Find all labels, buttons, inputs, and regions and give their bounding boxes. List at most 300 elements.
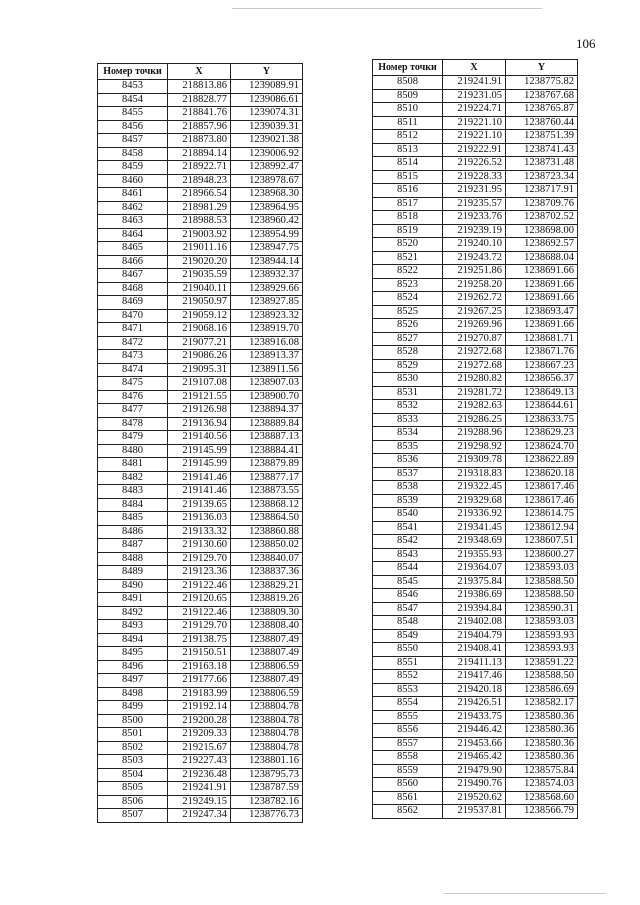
point-number-cell: 8511 (373, 116, 443, 130)
y-coordinate-cell: 1238916.08 (231, 336, 303, 350)
y-coordinate-cell: 1238688.04 (506, 251, 578, 265)
point-number-cell: 8462 (98, 201, 168, 215)
point-number-cell: 8554 (373, 697, 443, 711)
y-coordinate-cell: 1238850.02 (231, 539, 303, 553)
table-row (373, 184, 578, 198)
point-number-cell: 8483 (98, 485, 168, 499)
y-coordinate-cell: 1238593.03 (506, 562, 578, 576)
x-coordinate-cell: 219095.31 (168, 363, 231, 377)
y-coordinate-cell: 1238698.00 (506, 224, 578, 238)
x-coordinate-cell: 219145.99 (168, 458, 231, 472)
point-number-cell: 8516 (373, 184, 443, 198)
table-row (98, 336, 303, 350)
y-coordinate-cell: 1238776.73 (231, 809, 303, 823)
y-coordinate-cell: 1238580.36 (506, 751, 578, 765)
point-number-cell: 8541 (373, 521, 443, 535)
table-row (373, 224, 578, 238)
header-x: X (168, 64, 231, 80)
y-coordinate-cell: 1238868.12 (231, 498, 303, 512)
header-point-number: Номер точки (98, 64, 168, 80)
point-number-cell: 8461 (98, 188, 168, 202)
x-coordinate-cell: 219221.10 (443, 130, 506, 144)
x-coordinate-cell: 219280.82 (443, 373, 506, 387)
table-row (98, 417, 303, 431)
table-row (98, 431, 303, 445)
y-coordinate-cell: 1238879.89 (231, 458, 303, 472)
y-coordinate-cell: 1238717.91 (506, 184, 578, 198)
table-row (373, 143, 578, 157)
y-coordinate-cell: 1238566.79 (506, 805, 578, 819)
x-coordinate-cell: 219408.41 (443, 643, 506, 657)
point-number-cell: 8548 (373, 616, 443, 630)
point-number-cell: 8476 (98, 390, 168, 404)
x-coordinate-cell: 219341.45 (443, 521, 506, 535)
y-coordinate-cell: 1238691.66 (506, 278, 578, 292)
point-number-cell: 8539 (373, 494, 443, 508)
table-row (98, 363, 303, 377)
x-coordinate-cell: 219426.51 (443, 697, 506, 711)
point-number-cell: 8479 (98, 431, 168, 445)
y-coordinate-cell: 1238574.03 (506, 778, 578, 792)
x-coordinate-cell: 218857.96 (168, 120, 231, 134)
x-coordinate-cell: 219141.46 (168, 485, 231, 499)
table-row (98, 539, 303, 553)
x-coordinate-cell: 218966.54 (168, 188, 231, 202)
table-header-row (98, 64, 303, 80)
page-number: 106 (576, 36, 596, 51)
x-coordinate-cell: 219050.97 (168, 296, 231, 310)
y-coordinate-cell: 1238806.59 (231, 687, 303, 701)
y-coordinate-cell: 1238693.47 (506, 305, 578, 319)
y-coordinate-cell: 1238582.17 (506, 697, 578, 711)
table-row (373, 265, 578, 279)
x-coordinate-cell: 219122.46 (168, 579, 231, 593)
y-coordinate-cell: 1238751.39 (506, 130, 578, 144)
point-number-cell: 8504 (98, 768, 168, 782)
y-coordinate-cell: 1238877.17 (231, 471, 303, 485)
x-coordinate-cell: 219433.75 (443, 710, 506, 724)
point-number-cell: 8519 (373, 224, 443, 238)
y-coordinate-cell: 1238709.76 (506, 197, 578, 211)
header-x: X (443, 60, 506, 76)
point-number-cell: 8543 (373, 548, 443, 562)
x-coordinate-cell: 219386.69 (443, 589, 506, 603)
y-coordinate-cell: 1238600.27 (506, 548, 578, 562)
point-number-cell: 8456 (98, 120, 168, 134)
table-row (373, 157, 578, 171)
x-coordinate-cell: 219262.72 (443, 292, 506, 306)
point-number-cell: 8474 (98, 363, 168, 377)
point-number-cell: 8524 (373, 292, 443, 306)
x-coordinate-cell: 219068.16 (168, 323, 231, 337)
x-coordinate-cell: 219222.91 (443, 143, 506, 157)
y-coordinate-cell: 1238787.59 (231, 782, 303, 796)
point-number-cell: 8533 (373, 413, 443, 427)
y-coordinate-cell: 1238944.14 (231, 255, 303, 269)
coordinates-table-right (372, 59, 578, 819)
table-row (98, 525, 303, 539)
y-coordinate-cell: 1238964.95 (231, 201, 303, 215)
x-coordinate-cell: 219251.86 (443, 265, 506, 279)
point-number-cell: 8469 (98, 296, 168, 310)
x-coordinate-cell: 219077.21 (168, 336, 231, 350)
table-row (373, 454, 578, 468)
table-row (98, 674, 303, 688)
point-number-cell: 8559 (373, 764, 443, 778)
table-row (98, 215, 303, 229)
y-coordinate-cell: 1238617.46 (506, 481, 578, 495)
y-coordinate-cell: 1238900.70 (231, 390, 303, 404)
table-row (373, 494, 578, 508)
table-row (98, 228, 303, 242)
y-coordinate-cell: 1239039.31 (231, 120, 303, 134)
y-coordinate-cell: 1238947.75 (231, 242, 303, 256)
point-number-cell: 8468 (98, 282, 168, 296)
x-coordinate-cell: 219123.36 (168, 566, 231, 580)
x-coordinate-cell: 219453.66 (443, 737, 506, 751)
x-coordinate-cell: 219446.42 (443, 724, 506, 738)
y-coordinate-cell: 1238593.93 (506, 629, 578, 643)
y-coordinate-cell: 1238923.32 (231, 309, 303, 323)
x-coordinate-cell: 218813.86 (168, 80, 231, 94)
table-row (373, 616, 578, 630)
x-coordinate-cell: 219150.51 (168, 647, 231, 661)
table-row (98, 350, 303, 364)
y-coordinate-cell: 1238804.78 (231, 714, 303, 728)
y-coordinate-cell: 1238775.82 (506, 76, 578, 90)
point-number-cell: 8473 (98, 350, 168, 364)
x-coordinate-cell: 219298.92 (443, 440, 506, 454)
point-number-cell: 8518 (373, 211, 443, 225)
point-number-cell: 8505 (98, 782, 168, 796)
table-row (98, 390, 303, 404)
x-coordinate-cell: 219375.84 (443, 575, 506, 589)
x-coordinate-cell: 219183.99 (168, 687, 231, 701)
table-row (373, 629, 578, 643)
y-coordinate-cell: 1238629.23 (506, 427, 578, 441)
y-coordinate-cell: 1238586.69 (506, 683, 578, 697)
point-number-cell: 8561 (373, 791, 443, 805)
table-row (373, 359, 578, 373)
table-row (98, 728, 303, 742)
y-coordinate-cell: 1238807.49 (231, 647, 303, 661)
x-coordinate-cell: 219086.26 (168, 350, 231, 364)
point-number-cell: 8497 (98, 674, 168, 688)
point-number-cell: 8536 (373, 454, 443, 468)
x-coordinate-cell: 219145.99 (168, 444, 231, 458)
table-row (373, 319, 578, 333)
x-coordinate-cell: 219404.79 (443, 629, 506, 643)
y-coordinate-cell: 1238894.37 (231, 404, 303, 418)
table-row (98, 647, 303, 661)
y-coordinate-cell: 1238681.71 (506, 332, 578, 346)
y-coordinate-cell: 1238765.87 (506, 103, 578, 117)
point-number-cell: 8466 (98, 255, 168, 269)
y-coordinate-cell: 1238702.52 (506, 211, 578, 225)
table-row (373, 211, 578, 225)
header-y: Y (231, 64, 303, 80)
point-number-cell: 8471 (98, 323, 168, 337)
y-coordinate-cell: 1238932.37 (231, 269, 303, 283)
x-coordinate-cell: 219228.33 (443, 170, 506, 184)
table-row (98, 660, 303, 674)
y-coordinate-cell: 1238575.84 (506, 764, 578, 778)
point-number-cell: 8512 (373, 130, 443, 144)
point-number-cell: 8502 (98, 741, 168, 755)
x-coordinate-cell: 219269.96 (443, 319, 506, 333)
point-number-cell: 8484 (98, 498, 168, 512)
x-coordinate-cell: 219140.56 (168, 431, 231, 445)
y-coordinate-cell: 1238622.89 (506, 454, 578, 468)
y-coordinate-cell: 1238614.75 (506, 508, 578, 522)
y-coordinate-cell: 1238580.36 (506, 737, 578, 751)
x-coordinate-cell: 219136.94 (168, 417, 231, 431)
y-coordinate-cell: 1238580.36 (506, 710, 578, 724)
point-number-cell: 8503 (98, 755, 168, 769)
x-coordinate-cell: 219226.52 (443, 157, 506, 171)
x-coordinate-cell: 219270.87 (443, 332, 506, 346)
table-row (373, 467, 578, 481)
x-coordinate-cell: 219348.69 (443, 535, 506, 549)
point-number-cell: 8531 (373, 386, 443, 400)
y-coordinate-cell: 1238767.68 (506, 89, 578, 103)
x-coordinate-cell: 219322.45 (443, 481, 506, 495)
table-row (98, 147, 303, 161)
y-coordinate-cell: 1238633.75 (506, 413, 578, 427)
x-coordinate-cell: 219209.33 (168, 728, 231, 742)
x-coordinate-cell: 219309.78 (443, 454, 506, 468)
table-row (98, 498, 303, 512)
point-number-cell: 8557 (373, 737, 443, 751)
table-row (98, 552, 303, 566)
x-coordinate-cell: 219239.19 (443, 224, 506, 238)
x-coordinate-cell: 218988.53 (168, 215, 231, 229)
x-coordinate-cell: 219240.10 (443, 238, 506, 252)
y-coordinate-cell: 1238723.34 (506, 170, 578, 184)
y-coordinate-cell: 1238801.16 (231, 755, 303, 769)
table-row (98, 188, 303, 202)
y-coordinate-cell: 1239021.38 (231, 134, 303, 148)
y-coordinate-cell: 1238889.84 (231, 417, 303, 431)
table-row (98, 269, 303, 283)
point-number-cell: 8526 (373, 319, 443, 333)
y-coordinate-cell: 1238624.70 (506, 440, 578, 454)
table-row (98, 701, 303, 715)
table-row (373, 656, 578, 670)
point-number-cell: 8527 (373, 332, 443, 346)
y-coordinate-cell: 1238593.03 (506, 616, 578, 630)
point-number-cell: 8493 (98, 620, 168, 634)
point-number-cell: 8490 (98, 579, 168, 593)
x-coordinate-cell: 219282.63 (443, 400, 506, 414)
point-number-cell: 8482 (98, 471, 168, 485)
table-row (373, 508, 578, 522)
table-row (373, 103, 578, 117)
y-coordinate-cell: 1238954.99 (231, 228, 303, 242)
point-number-cell: 8481 (98, 458, 168, 472)
point-number-cell: 8507 (98, 809, 168, 823)
table-row (373, 292, 578, 306)
x-coordinate-cell: 219355.93 (443, 548, 506, 562)
x-coordinate-cell: 219059.12 (168, 309, 231, 323)
x-coordinate-cell: 219288.96 (443, 427, 506, 441)
point-number-cell: 8477 (98, 404, 168, 418)
y-coordinate-cell: 1238691.66 (506, 265, 578, 279)
x-coordinate-cell: 219281.72 (443, 386, 506, 400)
x-coordinate-cell: 219177.66 (168, 674, 231, 688)
x-coordinate-cell: 219020.20 (168, 255, 231, 269)
table-row (98, 755, 303, 769)
point-number-cell: 8488 (98, 552, 168, 566)
point-number-cell: 8542 (373, 535, 443, 549)
point-number-cell: 8478 (98, 417, 168, 431)
table-row (98, 161, 303, 175)
table-row (98, 782, 303, 796)
x-coordinate-cell: 219258.20 (443, 278, 506, 292)
x-coordinate-cell: 219139.65 (168, 498, 231, 512)
table-row (373, 683, 578, 697)
point-number-cell: 8522 (373, 265, 443, 279)
point-number-cell: 8553 (373, 683, 443, 697)
table-row (373, 89, 578, 103)
y-coordinate-cell: 1238782.16 (231, 795, 303, 809)
table-row (373, 278, 578, 292)
x-coordinate-cell: 218948.23 (168, 174, 231, 188)
point-number-cell: 8558 (373, 751, 443, 765)
y-coordinate-cell: 1238588.50 (506, 670, 578, 684)
point-number-cell: 8530 (373, 373, 443, 387)
point-number-cell: 8540 (373, 508, 443, 522)
table-body-right (373, 76, 578, 819)
table-header-row (373, 60, 578, 76)
table-row (373, 562, 578, 576)
x-coordinate-cell: 219233.76 (443, 211, 506, 225)
point-number-cell: 8535 (373, 440, 443, 454)
table-row (98, 80, 303, 94)
y-coordinate-cell: 1238887.13 (231, 431, 303, 445)
y-coordinate-cell: 1238795.73 (231, 768, 303, 782)
point-number-cell: 8549 (373, 629, 443, 643)
y-coordinate-cell: 1238741.43 (506, 143, 578, 157)
header-point-number: Номер точки (373, 60, 443, 76)
table-row (373, 589, 578, 603)
point-number-cell: 8457 (98, 134, 168, 148)
point-number-cell: 8550 (373, 643, 443, 657)
table-row (98, 512, 303, 526)
y-coordinate-cell: 1238760.44 (506, 116, 578, 130)
point-number-cell: 8517 (373, 197, 443, 211)
point-number-cell: 8486 (98, 525, 168, 539)
point-number-cell: 8545 (373, 575, 443, 589)
table-row (98, 282, 303, 296)
y-coordinate-cell: 1238692.57 (506, 238, 578, 252)
x-coordinate-cell: 219126.98 (168, 404, 231, 418)
point-number-cell: 8489 (98, 566, 168, 580)
table-row (98, 606, 303, 620)
y-coordinate-cell: 1238884.41 (231, 444, 303, 458)
y-coordinate-cell: 1238806.59 (231, 660, 303, 674)
y-coordinate-cell: 1238591.22 (506, 656, 578, 670)
x-coordinate-cell: 219141.46 (168, 471, 231, 485)
x-coordinate-cell: 219520.62 (443, 791, 506, 805)
x-coordinate-cell: 219479.90 (443, 764, 506, 778)
y-coordinate-cell: 1239006.92 (231, 147, 303, 161)
y-coordinate-cell: 1238671.76 (506, 346, 578, 360)
y-coordinate-cell: 1238864.50 (231, 512, 303, 526)
y-coordinate-cell: 1238804.78 (231, 728, 303, 742)
x-coordinate-cell: 219402.08 (443, 616, 506, 630)
y-coordinate-cell: 1238860.88 (231, 525, 303, 539)
x-coordinate-cell: 219286.25 (443, 413, 506, 427)
x-coordinate-cell: 219129.70 (168, 620, 231, 634)
x-coordinate-cell: 219122.46 (168, 606, 231, 620)
point-number-cell: 8552 (373, 670, 443, 684)
point-number-cell: 8506 (98, 795, 168, 809)
point-number-cell: 8551 (373, 656, 443, 670)
table-row (373, 170, 578, 184)
x-coordinate-cell: 219241.91 (168, 782, 231, 796)
table-row (373, 251, 578, 265)
table-body-left (98, 80, 303, 823)
x-coordinate-cell: 219224.71 (443, 103, 506, 117)
y-coordinate-cell: 1238829.21 (231, 579, 303, 593)
y-coordinate-cell: 1238617.46 (506, 494, 578, 508)
table-row (98, 633, 303, 647)
y-coordinate-cell: 1238840.07 (231, 552, 303, 566)
table-row (98, 323, 303, 337)
y-coordinate-cell: 1239089.91 (231, 80, 303, 94)
y-coordinate-cell: 1238919.70 (231, 323, 303, 337)
x-coordinate-cell: 219003.92 (168, 228, 231, 242)
y-coordinate-cell: 1238960.42 (231, 215, 303, 229)
table-row (98, 485, 303, 499)
point-number-cell: 8537 (373, 467, 443, 481)
x-coordinate-cell: 219364.07 (443, 562, 506, 576)
point-number-cell: 8464 (98, 228, 168, 242)
point-number-cell: 8480 (98, 444, 168, 458)
x-coordinate-cell: 219227.43 (168, 755, 231, 769)
y-coordinate-cell: 1238804.78 (231, 701, 303, 715)
point-number-cell: 8555 (373, 710, 443, 724)
point-number-cell: 8454 (98, 93, 168, 107)
x-coordinate-cell: 219133.32 (168, 525, 231, 539)
table-row (373, 791, 578, 805)
x-coordinate-cell: 219537.81 (443, 805, 506, 819)
y-coordinate-cell: 1238691.66 (506, 292, 578, 306)
table-row (373, 373, 578, 387)
table-row (373, 440, 578, 454)
point-number-cell: 8510 (373, 103, 443, 117)
table-row (98, 201, 303, 215)
point-number-cell: 8520 (373, 238, 443, 252)
y-coordinate-cell: 1238837.36 (231, 566, 303, 580)
point-number-cell: 8538 (373, 481, 443, 495)
table-row (373, 764, 578, 778)
table-row (373, 535, 578, 549)
table-row (98, 296, 303, 310)
x-coordinate-cell: 219236.48 (168, 768, 231, 782)
y-coordinate-cell: 1238978.67 (231, 174, 303, 188)
y-coordinate-cell: 1238620.18 (506, 467, 578, 481)
x-coordinate-cell: 219221.10 (443, 116, 506, 130)
table-row (373, 737, 578, 751)
y-coordinate-cell: 1238807.49 (231, 674, 303, 688)
y-coordinate-cell: 1238907.03 (231, 377, 303, 391)
x-coordinate-cell: 219231.05 (443, 89, 506, 103)
table-row (98, 593, 303, 607)
table-row (98, 174, 303, 188)
point-number-cell: 8463 (98, 215, 168, 229)
